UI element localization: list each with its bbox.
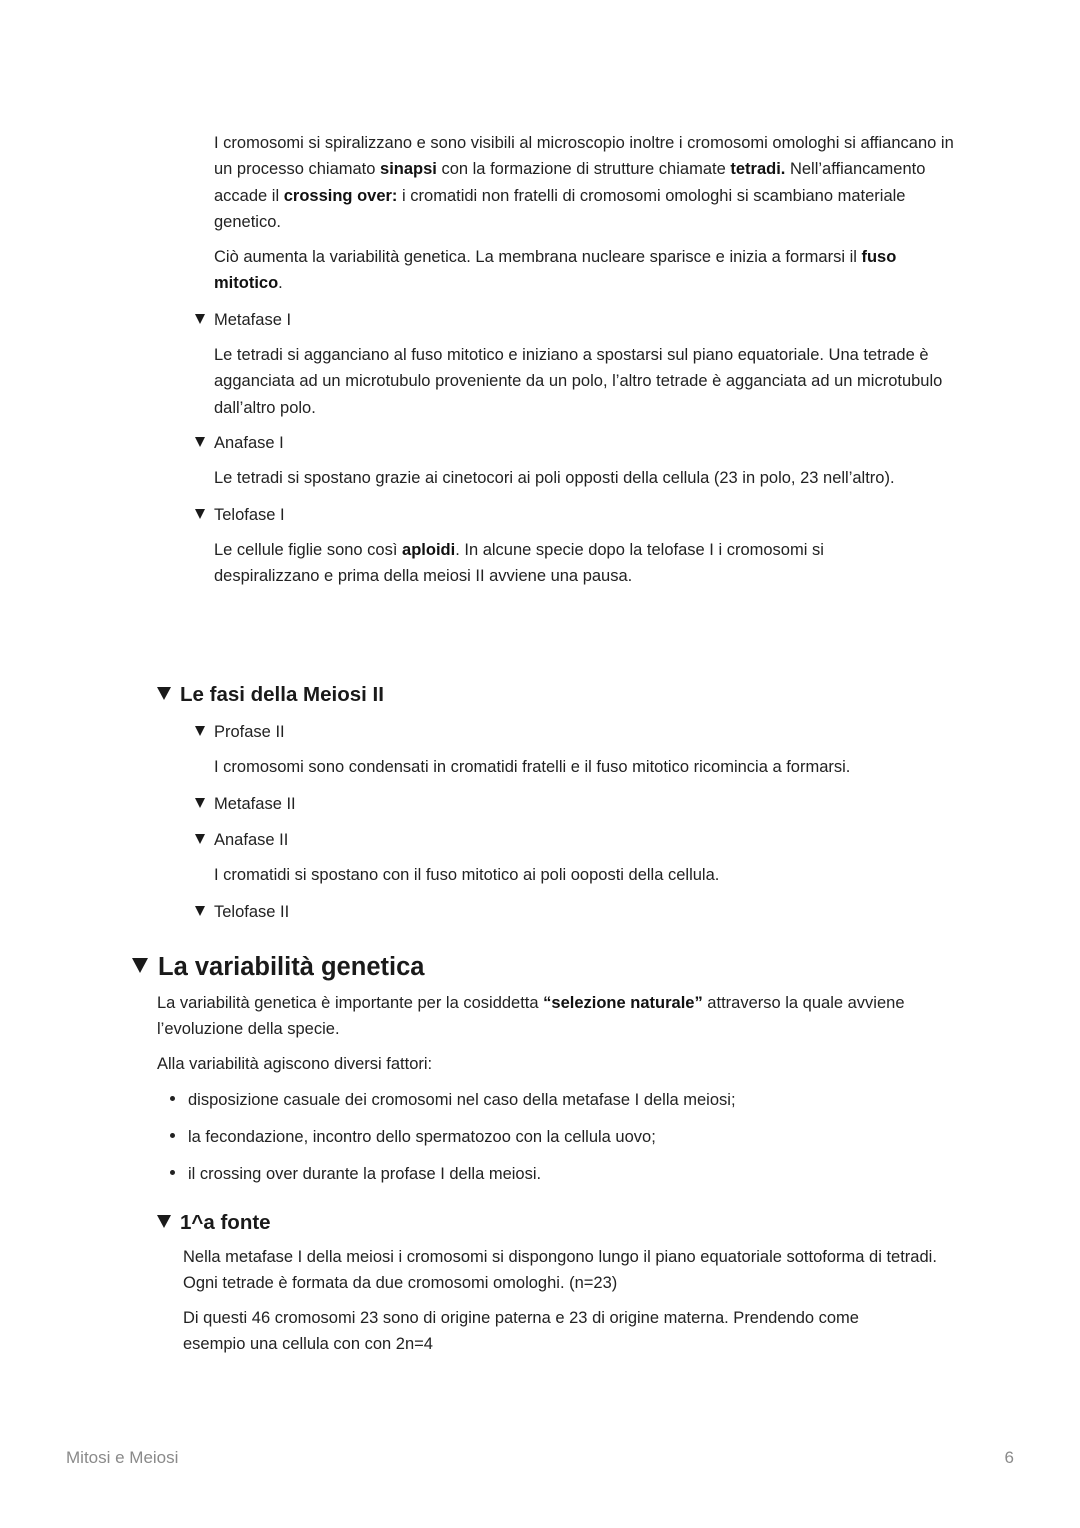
anafase-i-text: Le tetradi si spostano grazie ai cinetocori ai poli opposti della cellula (23 in polo, 23 nell’altro).	[214, 469, 895, 487]
list-item: il crossing over durante la profase I della meiosi.	[170, 1163, 541, 1185]
toggle-heading-meiosi-ii[interactable]: Le fasi della Meiosi II	[157, 682, 384, 708]
triangle-down-icon	[195, 906, 205, 916]
toggle-profase-ii[interactable]: Profase II	[195, 721, 285, 743]
triangle-down-icon	[195, 834, 205, 844]
variabilita-paragraph-2: Alla variabilità agiscono diversi fattori:	[157, 1055, 433, 1073]
toggle-telofase-i[interactable]: Telofase I	[195, 504, 285, 526]
prima-fonte-paragraph-2: Di questi 46 cromosomi 23 sono di origine paterna e 23 di origine materna. Prendendo come esempio una cellula con con 2n=4	[183, 1309, 859, 1354]
toggle-anafase-i[interactable]: Anafase I	[195, 432, 284, 454]
bullet-icon	[170, 1133, 175, 1138]
triangle-down-icon	[157, 1215, 171, 1228]
triangle-down-icon	[132, 958, 148, 973]
toggle-anafase-ii[interactable]: Anafase II	[195, 829, 288, 851]
triangle-down-icon	[195, 509, 205, 519]
toggle-telofase-ii[interactable]: Telofase II	[195, 901, 289, 923]
bullet-icon	[170, 1096, 175, 1101]
toggle-metafase-i[interactable]: Metafase I	[195, 309, 291, 331]
toggle-heading-prima-fonte[interactable]: 1^a fonte	[157, 1210, 271, 1236]
footer-document-title: Mitosi e Meiosi	[66, 1448, 179, 1467]
profase-i-paragraph-2: Ciò aumenta la variabilità genetica. La membrana nucleare sparisce e inizia a formarsi il fuso mitotico.	[214, 248, 897, 293]
anafase-ii-text: I cromatidi si spostano con il fuso mitotico ai poli ooposti della cellula.	[214, 866, 720, 884]
profase-i-paragraph-1: I cromosomi si spiralizzano e sono visibili al microscopio inoltre i cromosomi omologhi si affiancano in un processo chiamato sinapsi con la formazione di strutture chiamate tetradi. Nell’affiancamento accade il crossing over: i cromatidi non fratelli di cromosomi omologhi si scambiano materiale genetico.	[214, 134, 954, 231]
telofase-i-text: Le cellule figlie sono così aploidi. In alcune specie dopo la telofase I i cromosomi si despiralizzano e prima della meiosi II avviene una pausa.	[214, 541, 824, 586]
prima-fonte-paragraph-1: Nella metafase I della meiosi i cromosomi si dispongono lungo il piano equatoriale sottoforma di tetradi. Ogni tetrade è formata da due cromosomi omologhi. (n=23)	[183, 1248, 937, 1293]
metafase-i-text: Le tetradi si agganciano al fuso mitotico e iniziano a spostarsi sul piano equatoriale. Una tetrade è agganciata ad un microtubulo proveniente da un polo, l’altro tetrade è agganciata ad un microtubulo dall’altro polo.	[214, 346, 943, 417]
triangle-down-icon	[157, 687, 171, 700]
footer-page-number: 6	[1004, 1448, 1014, 1467]
toggle-metafase-ii[interactable]: Metafase II	[195, 793, 296, 815]
list-item: la fecondazione, incontro dello spermatozoo con la cellula uovo;	[170, 1126, 656, 1148]
triangle-down-icon	[195, 798, 205, 808]
variabilita-paragraph-1: La variabilità genetica è importante per la cosiddetta “selezione naturale” attraverso la quale avviene l’evoluzione della specie.	[157, 994, 905, 1039]
triangle-down-icon	[195, 314, 205, 324]
list-item: disposizione casuale dei cromosomi nel caso della metafase I della meiosi;	[170, 1089, 736, 1111]
toggle-heading-variabilita-genetica[interactable]: La variabilità genetica	[132, 951, 424, 983]
profase-ii-text: I cromosomi sono condensati in cromatidi fratelli e il fuso mitotico ricomincia a formarsi.	[214, 758, 851, 776]
triangle-down-icon	[195, 437, 205, 447]
triangle-down-icon	[195, 726, 205, 736]
bullet-icon	[170, 1170, 175, 1175]
